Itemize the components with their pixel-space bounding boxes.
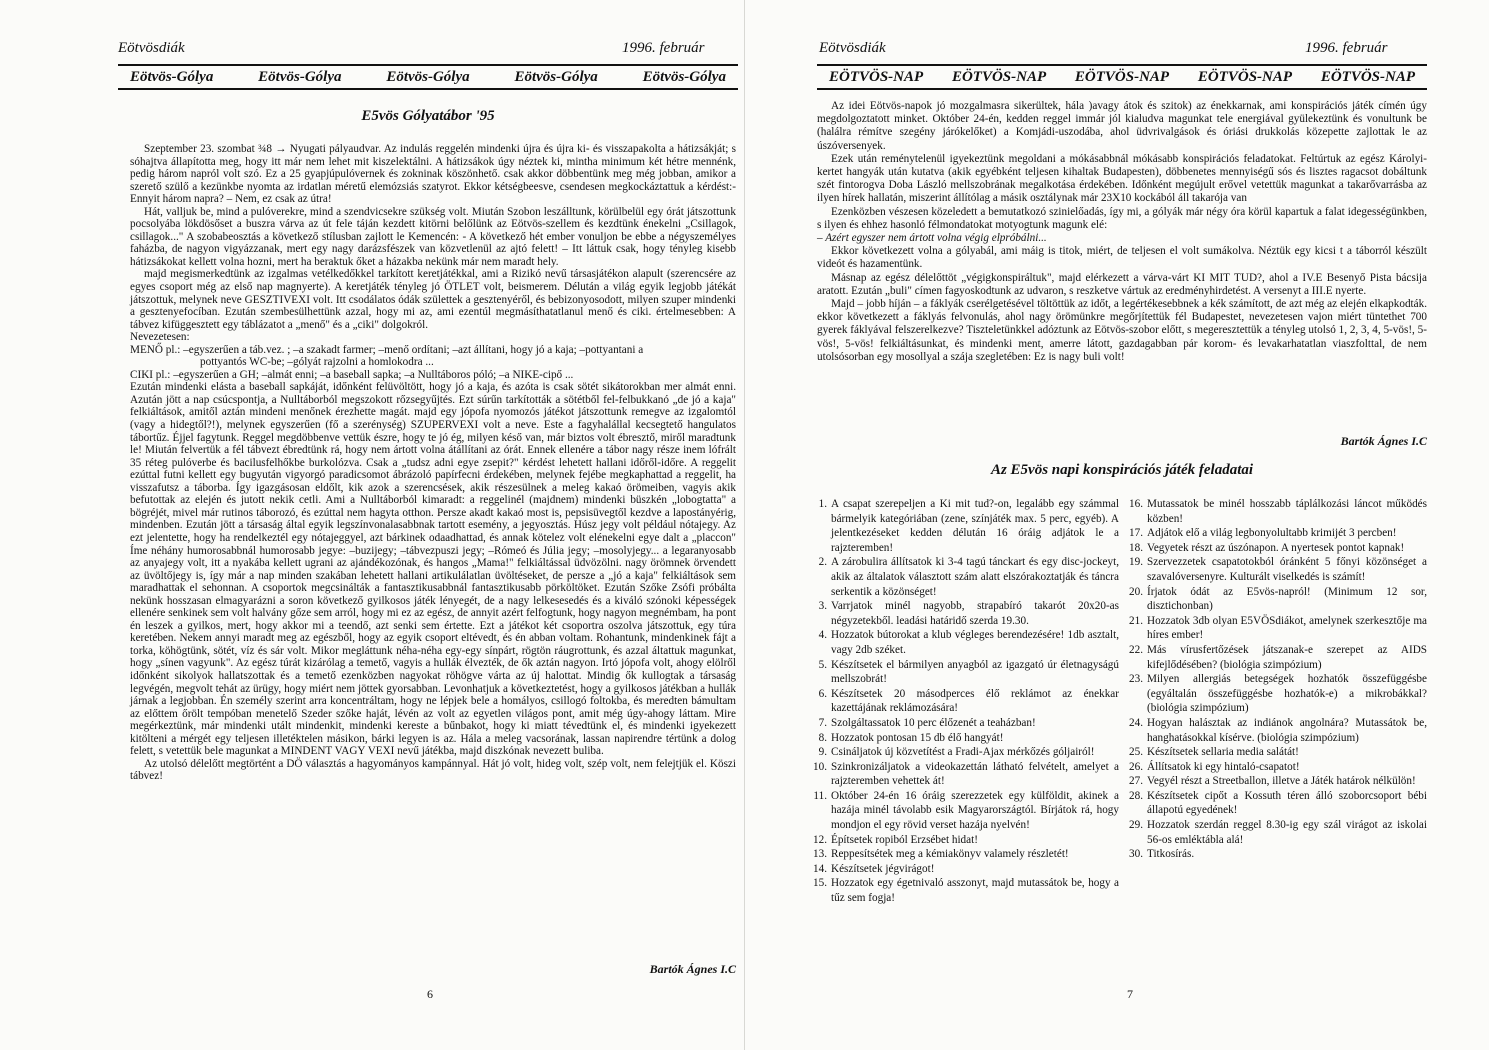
- task-number: 24.: [1129, 716, 1143, 729]
- paragraph: Ezek után reménytelenül igyekeztünk megoldani a mókásabbnál mókásabb konspirációs feladatokat. Feltúrtuk az egész Károlyi-kertet hangyák után kutatva (akik egyébként teljesen kihaltak Budapesten), döbbenetes mennyiségű sós és lisztes ragacsot dobáltunk szét fintorogva Doba László mellszobrának megalkotása érdekében. Időnként megújult erővel vetettük magunkat a takarővarrásba az ilyen hírek hallatán, miszerint állítólag a másik osztálynak már 23X10 kockából áll takarója van: [817, 152, 1427, 205]
- task-item: [805, 599, 1119, 628]
- task-item: [805, 731, 1119, 746]
- tasks-column-left: [805, 497, 1119, 906]
- task-number: 23.: [1129, 673, 1143, 686]
- task-text: Csináljatok új közvetítést a Fradi-Ajax mérkőzés góljairól!: [831, 746, 1095, 759]
- task-text: A zárobulira állítsatok ki 3-4 tagú tánckart és egy disc-jockeyt, akik az általatok választott szám alatt elszórakoztatják és táncra serkentik a közönséget!: [831, 556, 1119, 598]
- header-publication: Eötvösdiák: [118, 40, 185, 56]
- left-page: [0, 0, 744, 1050]
- task-text: Építsetek ropiból Erzsébet hidat!: [831, 833, 978, 846]
- task-text: Hozzatok bútorokat a klub végleges berendezésére! 1db asztalt, vagy 2db széket.: [831, 629, 1119, 656]
- task-item: [1121, 526, 1427, 541]
- banner-item: Eötvös-Gólya: [130, 68, 214, 85]
- task-item: [805, 497, 1119, 555]
- header-publication: Eötvösdiák: [819, 40, 886, 56]
- task-list: [805, 497, 1119, 906]
- task-number: 21.: [1129, 614, 1143, 627]
- task-number: 28.: [1129, 789, 1143, 802]
- banner-item: EÖTVÖS-NAP: [1074, 68, 1170, 85]
- task-item: [805, 862, 1119, 877]
- paragraph: MENŐ pl.: –egyszerűen a táb.vez. ; –a szakadt farmer; –menő ordítani; –azt állítani, hogy jó a kaja; –pottyantani a: [130, 343, 644, 356]
- task-list: [1121, 497, 1427, 862]
- task-number: 1.: [818, 498, 827, 510]
- task-text: Hozzatok 3db olyan E5VÖSdiákot, amelynek szerkesztője ma híres ember!: [1147, 614, 1427, 642]
- task-item: [805, 847, 1119, 862]
- paragraph: – Azért egyszer nem ártott volna végig elpróbálni...: [817, 232, 1047, 245]
- task-item: [805, 658, 1119, 687]
- banner-item: Eötvös-Gólya: [642, 68, 726, 85]
- task-item: [805, 687, 1119, 716]
- task-number: 16.: [1129, 498, 1143, 510]
- task-text: Szinkronizáljatok a videokazettán látható felvételt, amelyet a rajzteremben vehettek át!: [831, 760, 1119, 788]
- task-text: Szolgáltassatok 10 perc élőzenét a teaházban!: [831, 716, 1036, 729]
- task-item: [805, 789, 1119, 833]
- task-number: 17.: [1129, 527, 1143, 540]
- task-text: Reppesítsétek meg a kémiakönyv valamely részletét!: [831, 848, 1069, 861]
- task-item: [1121, 716, 1427, 745]
- task-text: Milyen allergiás betegségek hozhatók összefüggésbe (egyáltalán összefüggésbe hozhatók-e) a mikrobákkal? (biológia szimpózium): [1147, 673, 1427, 715]
- right-page: [745, 0, 1489, 1050]
- task-text: Október 24-én 16 óráig szerezzetek egy külföldit, akinek a hazája minél távolabb esik Magyarországtól. Bírjátok rá, hogy mondjon el egy rövid verset hazája nyelvén!: [831, 789, 1119, 832]
- task-text: Készítsetek cipőt a Kossuth téren álló szoborcsoport bébi állapotú egyedének!: [1147, 789, 1427, 817]
- task-number: 19.: [1129, 556, 1143, 569]
- task-text: Mutassatok be minél hosszabb táplálkozási láncot működés közben!: [1147, 498, 1427, 525]
- task-text: Készítsetek sellaria media salátát!: [1147, 746, 1299, 759]
- task-number: 5.: [818, 658, 827, 671]
- task-item: [1121, 789, 1427, 818]
- task-item: [805, 628, 1119, 657]
- task-number: 12.: [813, 833, 827, 846]
- paragraph: pottyantós WC-be; –gólyát rajzolni a homlokodra ...: [200, 356, 434, 369]
- task-item: [1121, 774, 1427, 789]
- task-number: 29.: [1129, 819, 1143, 832]
- task-item: [1121, 760, 1427, 775]
- task-item: [805, 716, 1119, 731]
- task-text: Más vírusfertőzések játszanak-e szerepet az AIDS kifejlődésében? (biológia szimpózium): [1147, 643, 1427, 671]
- task-number: 15.: [813, 877, 827, 890]
- task-text: Varrjatok minél nagyobb, strapabíró takarót 20x20-as négyzetekből. leadási határidő szerda 19.30.: [831, 600, 1119, 627]
- task-number: 14.: [813, 862, 827, 875]
- task-item: [1121, 745, 1427, 760]
- paragraph: Ezután mindenki elásta a baseball sapkáját, időnként felüvöltött, hogy jó a kaja, és azóta is csak sötét sikátorokban mer almát enni. Azután jött a nap csúcspontja, a Nulltáborból megszokott rőzsegyűjtés. Ezt súrűn tarkították a sötétből fel-felbukkanó „de jó a kaja" felkiáltások, amitől aztán mindeni menőnek érezhette magát. majd egy jópofa nyomozós játékot játszottunk remegve az izgalomtól (vagy a hidegtől?!), melynek egyszerűen (fő a szerénység) SZUPERVEXI volt a neve. Este a fagyhalállal kecsegtető hangulatos tábortűz. Éjjel fagytunk. Reggel megdöbbenve vettük észre, hogy te jó ég, milyen késő van, már biztos volt ébresztő, miről maradtunk le! Miután felvertük a fél tábvezt ébredtünk rá, hogy nem ártott volna átállítani az órát. Ennek ellenére a tábor nagy része inem lófrált 35 réteg pulóverbe és bacilusfelhőkbe burkolózva. Csak a „tudsz adni egye zsepit?" kérdést lehetett hallani időről-időre. A reggelit ezúttal futni kellett egy bugyután vigyorgó paradicsomot ábrázoló papírfecni érdekében, melynek fejébe megkaphattad a reggelit, ha visszafutsz a táborba. Így igazgásosan eldőlt, kik azok a szerencsések, akik részesülnek a meleg kakaó örömeiben, vagyis akik befutottak az elején és jutott nekik cetli. Ami a Nulltáborból kimaradt: a reggelinél (majdnem) mindenki büszkén „lobogtatta" a bögréjét, mivel már rutinos táborozó, és ezúttal nem hagyta otthon. Persze akadt kakaó most is, pepsisüvegtől kezdve a lapostányérig, mindenben. Ezután jött a társaság által egyik legszínvonalasabbnak tartott esemény, a jegyosztás. Húsz jegy volt például nótajegy. Az ezt jelentette, hogy ha rendelkeztél egy nótajeggyel, azt bárkinek odaadhattad, és annak kötelez volt elénekelni egye dalt a „placcon" Íme néhány humorosabbnál humorosabb jegye: –buzijegy; –tábvezpuszi jegy; –Rómeó és Júlia jegy; –mosolyjegy... a legaranyosabb az anyajegy volt, itt a nyakába kellett ugrani az ajándékozónak, és hangos „Mama!" felkiáltással üdvözölni. nagy örömnek örvendett az üvöltőjegy is, így már a nap minden szakában lehetett hallani artikulálatlan üvöltéseket, de persze a „jó a kaja" felkiáltások sem maradhattak el sehonnan. A csoportok megcsinálták a fantasztikusabbnál fantasztikusabb pörköltöket. Ezután Szőke Zsófi próbálta nekünk hosszasan elmagyarázni a soron következő gyilkosos játék lényegét, de a nagy lelkesesedés és a kiváló szónoki képességek ellenére senkinek sem volt halvány gőze sem arról, hogy mi ez az egész, de annyit azért felfogtunk, hogy nagyon megnémbam, ha pont én leszek a gyilkos, mert, hogy akkor mi a teendő, azt senki sem értette. Ezt a játékot két csoportra oszolva játszottuk, egy túra keretében. Nekem annyi maradt meg az egészből, hogy az egyik csoport eltévedt, és én abban voltam. Rohantunk, mindenkinek fájt a torka, köhögtünk, sötét, víz és sár volt. Mikor megláttunk néha-néha egy-egy sínpárt, rögtön ráugrottunk, és azzal áltattuk magunkat, hogy „sínen vagyunk". Az egész túrát kizárólag a temető, vagyis a hullák élvezték, de ők aztán nagyon. Irtó jópofa volt, ahogy elölről időnként sikolyok hallatszottak és a temető ezenközben nagyokat röhögve várta az új halottat. Mindig ők kullogtak a társaság legvégén, megvolt tehát az ürügy, hogy miért nem jöttek gyorsabban. Levonhatjuk a következtetést, hogy a gyilkosos játékban a hullák járnak a legjobban. Én személy szerint arra koncentráltam, hogy ne lépjek bele a homályos, csillogó foltokba, és meredten bámultam az előttem őrölt tempóban menetelő Szeder szőke haját, lévén az volt az egyetlen világos pont, amit még úgy-ahogy láttam. Mire megérkeztünk, már mindenki utált mindenkit, mindenki kereste a bűnbakot, hogy ki miatt tévedtünk el, és mindenki igyekezett kitölteni a mérgét egy teljesen illetéktelen másikon, bárki legyen is az. Hála a meleg vacsorának, lassan napirendre tértünk a dolog felett, s vetettük bele magunkat a MINDENT VAGY VEXI nevű játékba, majd diszkónak nevezett buliba.: [130, 381, 736, 758]
- task-item: [1121, 541, 1427, 556]
- section-banner: [118, 64, 738, 90]
- tasks-title: Az E5vös napi konspirációs játék feladatai: [990, 462, 1254, 478]
- task-item: [1121, 672, 1427, 716]
- task-text: Hozzatok szerdán reggel 8.30-ig egy szál virágot az iskolai 56-os emléktábla alá!: [1147, 819, 1427, 846]
- task-number: 8.: [818, 731, 827, 744]
- task-item: [805, 555, 1119, 599]
- header-date: 1996. február: [1305, 40, 1388, 56]
- article-body: [817, 100, 1427, 364]
- article-signature: Bartók Ágnes I.C: [1340, 434, 1427, 448]
- paragraph: CIKI pl.: –egyszerűen a GH; –almát enni; –a baseball sapka; –a Nulltáboros póló; –a NIKE-cipő ...: [130, 368, 574, 381]
- paragraph: majd megismerkedtünk az izgalmas vetélkedőkkel tarkított keretjátékkal, ami a Rizikó nevű társasjátékon alapult (szerencsére az egyes csoport még az első nap magnyerte). A keretjáték tényleg jó ÖTLET volt, beismerem. Délután a világ egyik legjobb játékát játszottuk, melynek neve GESZTIVEXI volt. Itt csodálatos ódák születtek a gesztenyéről, és bebizonyosodott, milyen szuper mindenki a gesztenyefocíban. Ezután szembesülhettünk azzal, hogy mi az, ami ezentúl megmásíthatatlanul menő és ciki. értelmesebben: A tábvez kifüggesztett egy táblázatot a „menő" és a „ciki" dolgokról.: [130, 268, 736, 331]
- task-item: [805, 876, 1119, 905]
- task-item: [1121, 497, 1427, 526]
- task-number: 26.: [1129, 760, 1143, 773]
- task-number: 25.: [1129, 746, 1143, 759]
- task-text: Készítsetek el bármilyen anyagból az igazgató úr életnagyságú mellszobrát!: [831, 658, 1119, 686]
- task-text: Készítsetek 20 másodperces élő reklámot az énekkar kazettájának reklámozására!: [831, 687, 1119, 715]
- task-number: 4.: [818, 629, 827, 642]
- banner-item: EÖTVÖS-NAP: [951, 68, 1047, 85]
- paragraph: Majd – jobb híján – a fáklyák cserélgetésével töltöttük az időt, a legértékesebbnek a kék számított, de azt még az elején elkapkodták. ekkor következett a fáklyás felvonulás, ahol nagy örömünkre megőrjítettük fél Budapestet, nevezetesen vajon miért tüntethet 700 gyerek fáklyával felszerelkezve? Tiszteletünkkel adóztunk az Eötvös-szobor előtt, s megeresztettük a tényleg utolsó 1, 2, 3, 4, 5-vös!, 5-vös!, 5-vös! felkiáltásunkat, és mindenki ment, amerre látott, gazdagabban pár korom- és levakarhatatlan viaszfolttal, de nem utolsósorban egy mosollyal a szája szegletében: Ez is nagy buli volt!: [817, 298, 1427, 363]
- task-text: Szervezzetek csapatotokból óránként 5 főnyi közönséget a szavalóversenyre. Kulturált viselkedés is számít!: [1147, 556, 1427, 583]
- article-signature: Bartók Ágnes I.C: [649, 962, 736, 976]
- task-item: [805, 833, 1119, 848]
- task-text: Hozzatok egy égetnivaló asszonyt, majd mutassátok be, hogy a tűz sem fogja!: [831, 877, 1119, 905]
- banner-item: Eötvös-Gólya: [258, 68, 342, 85]
- paragraph: Szeptember 23. szombat ¾8 → Nyugati pályaudvar. Az indulás reggelén mindenki újra és újra ki- és visszapakolta a hátizsákját; s sóhajtva állapította meg, hogy itt már nem lehet mit kiszelektálni. A hátizsákok úgy néztek ki, mintha minimum két hétre mennénk, pedig három napról volt szó. Ez a 25 gyapjúpulóvernek és zokninak köszönhető. csak akkor döbbentünk meg még jobban, amikor a szerető szülő a kezünkbe nyomta az irdatlan méretű elemózsiás szatyrot. Ekkor kétségbeesve, csendesen megkockáztattuk a kérdést:- Ennyit három napra? – Nem, ez csak az útra!: [130, 143, 736, 206]
- task-number: 7.: [818, 716, 827, 729]
- task-text: Készítsetek jégvirágot!: [831, 862, 935, 875]
- paragraph: Ekkor következett volna a gólyabál, ami máig is titok, miért, de teljesen el volt sumákolva. Néztük egy kicsi t a táborról készült videót és hazamentünk.: [817, 245, 1427, 271]
- task-number: 20.: [1129, 585, 1143, 598]
- task-item: [1121, 818, 1427, 847]
- paragraph: Az utolsó délelőtt megtörtént a DÖ választás a hagyományos kampánnyal. Hát jó volt, hideg volt, szép volt, nem felejtjük el. Köszi tábvez!: [130, 757, 736, 783]
- task-text: Állítsatok ki egy hintaló-csapatot!: [1147, 760, 1300, 773]
- task-number: 27.: [1129, 775, 1143, 788]
- paragraph: Hát, valljuk be, mind a pulóverekre, mind a szendvicsekre szükség volt. Miután Szobon leszálltunk, körülbelül egy órát játszottunk pocsolyába lökdösőset a buszra várva az út fele táján kezdett kitörni belőlünk az Eötvös-szellem és kezdtünk énekelni „Csillagok, csillagok..." A szobabeosztás a következő stílusban zajlott le Kemencén: - A következő hét ember vonuljon be ebbe a négyszemélyes faházba, de nagyon vigyázzanak, mert egy nagy darázsfészek van közvetlenül az ajtó felett! – Itt láttuk csak, hogy tényleg kisebb hátizsákokat kellett volna hozni, mert ha beraktuk őket a házakba nekünk már nem maradt hely.: [130, 205, 736, 268]
- task-number: 9.: [818, 746, 827, 759]
- task-text: Titkosírás.: [1147, 848, 1195, 861]
- task-number: 2.: [818, 556, 827, 569]
- tasks-column-right: [1121, 497, 1427, 862]
- task-text: Írjatok ódát az E5vös-napról! (Minimum 12 sor, disztichonban): [1147, 585, 1427, 613]
- task-number: 22.: [1129, 643, 1143, 656]
- paragraph: Ezenközben vészesen közeledett a bemutatkozó szinielőadás, így mi, a gólyák már négy óra körül kapartuk a falat idegességünkben, s ilyen és ehhez hasonló félmondatokat motyogtunk magunk elé:: [817, 205, 1427, 231]
- task-number: 18.: [1129, 541, 1143, 554]
- task-item: [1121, 847, 1427, 862]
- task-text: Hogyan halásztak az indiánok angolnára? Mutassátok be, hanghatásokkal kísérve. (biológia szimpózium): [1147, 716, 1427, 744]
- paragraph: Nevezetesen:: [130, 331, 190, 344]
- article-title: E5vös Gólyatábor '95: [361, 108, 495, 124]
- task-number: 11.: [813, 789, 827, 802]
- section-banner: [817, 64, 1427, 90]
- task-text: Hozzatok pontosan 15 db élő hangyát!: [831, 731, 1004, 744]
- task-number: 3.: [818, 600, 827, 613]
- header-date: 1996. február: [622, 40, 705, 56]
- task-text: Vegyetek részt az úszónapon. A nyertesek pontot kapnak!: [1147, 541, 1405, 554]
- task-item: [1121, 614, 1427, 643]
- paragraph: Másnap az egész délelőttöt „végigkonspiráltuk", majd elérkezett a várva-várt KI MIT TUD?, ahol a IV.E Besenyő Pista bácsija aratott. Ezután „buli" címen fagyoskodtunk az udvaron, s reszketve vártuk az eredményhirdetést. A versenyt a III.E nyerte.: [817, 271, 1427, 297]
- banner-item: Eötvös-Gólya: [514, 68, 598, 85]
- task-number: 30.: [1129, 848, 1143, 861]
- article-body: [130, 143, 736, 783]
- task-text: A csapat szerepeljen a Ki mit tud?-on, legalább egy számmal bármelyik kategóriában (zene, színjáték max. 5 perc, egyéb). A jelentkezéseket kedden délután 16 óráig adjátok le a rajzteremben!: [831, 498, 1119, 554]
- banner-item: EÖTVÖS-NAP: [1320, 68, 1415, 85]
- task-item: [805, 760, 1119, 789]
- task-item: [1121, 585, 1427, 614]
- banner-item: EÖTVÖS-NAP: [1197, 68, 1293, 85]
- paragraph: Az idei Eötvös-napok jó mozgalmasra sikerültek, hála )avagy átok és szitok) az énekkarnak, ami konspirációs játék címén úgy megdolgoztatott minket. Október 24-én, kedden reggel immár jól kialudva magunkat tele energiával gyülekeztünk és vonultunk be (halálra rémítve szegény járókelőket) a Komjádi-uszodába, ahol üdvrivalgások és óriási drukkolás közepette zajlottak le az úszóversenyek.: [817, 100, 1427, 152]
- task-number: 10.: [813, 760, 827, 773]
- task-text: Adjátok elő a világ legbonyolultabb krimijét 3 percben!: [1147, 527, 1397, 540]
- task-item: [805, 745, 1119, 760]
- task-number: 13.: [813, 848, 827, 861]
- page-number: 7: [1127, 987, 1133, 1001]
- task-text: Vegyél részt a Streetballon, illetve a Játék határok nélkülön!: [1147, 775, 1416, 788]
- banner-item: Eötvös-Gólya: [386, 68, 470, 85]
- task-item: [1121, 555, 1427, 584]
- page-number: 6: [427, 987, 433, 1001]
- task-number: 6.: [818, 687, 827, 700]
- task-item: [1121, 643, 1427, 672]
- banner-item: EÖTVÖS-NAP: [829, 68, 924, 85]
